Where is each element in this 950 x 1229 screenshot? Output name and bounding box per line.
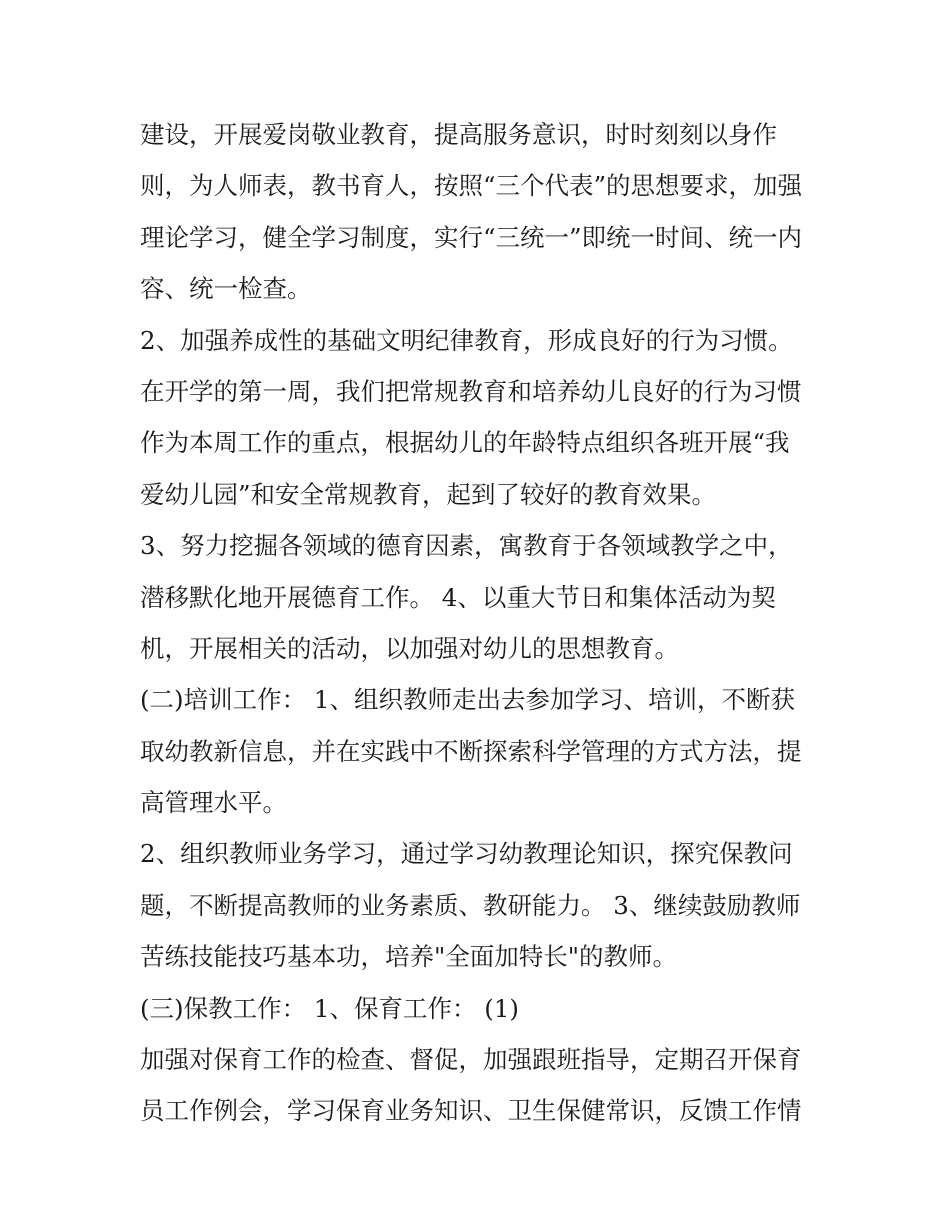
text-line: 2、加强养成性的基础文明纪律教育，形成良好的行为习惯。 (140, 325, 793, 355)
body-text (140, 109, 830, 1137)
text-line: 3、努力挖掘各领域的德育因素，寓教育于各领域教学之中， (140, 531, 793, 561)
text-line: 潜移默化地开展德育工作。 4、以重大节日和集体活动为契 (140, 582, 776, 612)
text-line: 建设，开展爱岗敬业教育，提高服务意识，时时刻刻以身作 (140, 120, 777, 149)
text-line: 机，开展相关的活动，以加强对幼儿的思想教育。 (140, 633, 679, 663)
text-line: (三)保教工作： 1、保育工作： (1) (140, 993, 519, 1023)
text-line: 在开学的第一周，我们把常规教育和培养幼儿良好的行为习惯 (140, 376, 802, 406)
text-line: 爱幼儿园”和安全常规教育，起到了较好的教育效果。 (140, 479, 717, 509)
text-line: 题，不断提高教师的业务素质、教研能力。 3、继续鼓励教师 (140, 890, 801, 920)
text-line: 理论学习，健全学习制度，实行“三统一”即统一时间、统一内 (140, 222, 803, 252)
text-line: 取幼教新信息，并在实践中不断探索科学管理的方式方法，提 (140, 736, 802, 766)
text-line: 容、统一检查。 (140, 274, 312, 304)
text-line: 高管理水平。 (140, 788, 287, 818)
text-line: 2、组织教师业务学习，通过学习幼教理论知识，探究保教问 (140, 839, 793, 869)
text-line: 则，为人师表，教书育人，按照“三个代表”的思想要求，加强 (140, 171, 803, 201)
text-line: 作为本周工作的重点，根据幼儿的年龄特点组织各班开展“我 (140, 428, 790, 458)
text-line: (二)培训工作： 1、组织教师走出去参加学习、培训，不断获 (140, 685, 795, 715)
text-line: 员工作例会，学习保育业务知识、卫生保健常识，反馈工作情 (140, 1096, 802, 1126)
text-line: 加强对保育工作的检查、督促，加强跟班指导，定期召开保育 (140, 1045, 802, 1075)
text-line: 苦练技能技巧基本功，培养"全面加特长"的教师。 (140, 942, 678, 972)
